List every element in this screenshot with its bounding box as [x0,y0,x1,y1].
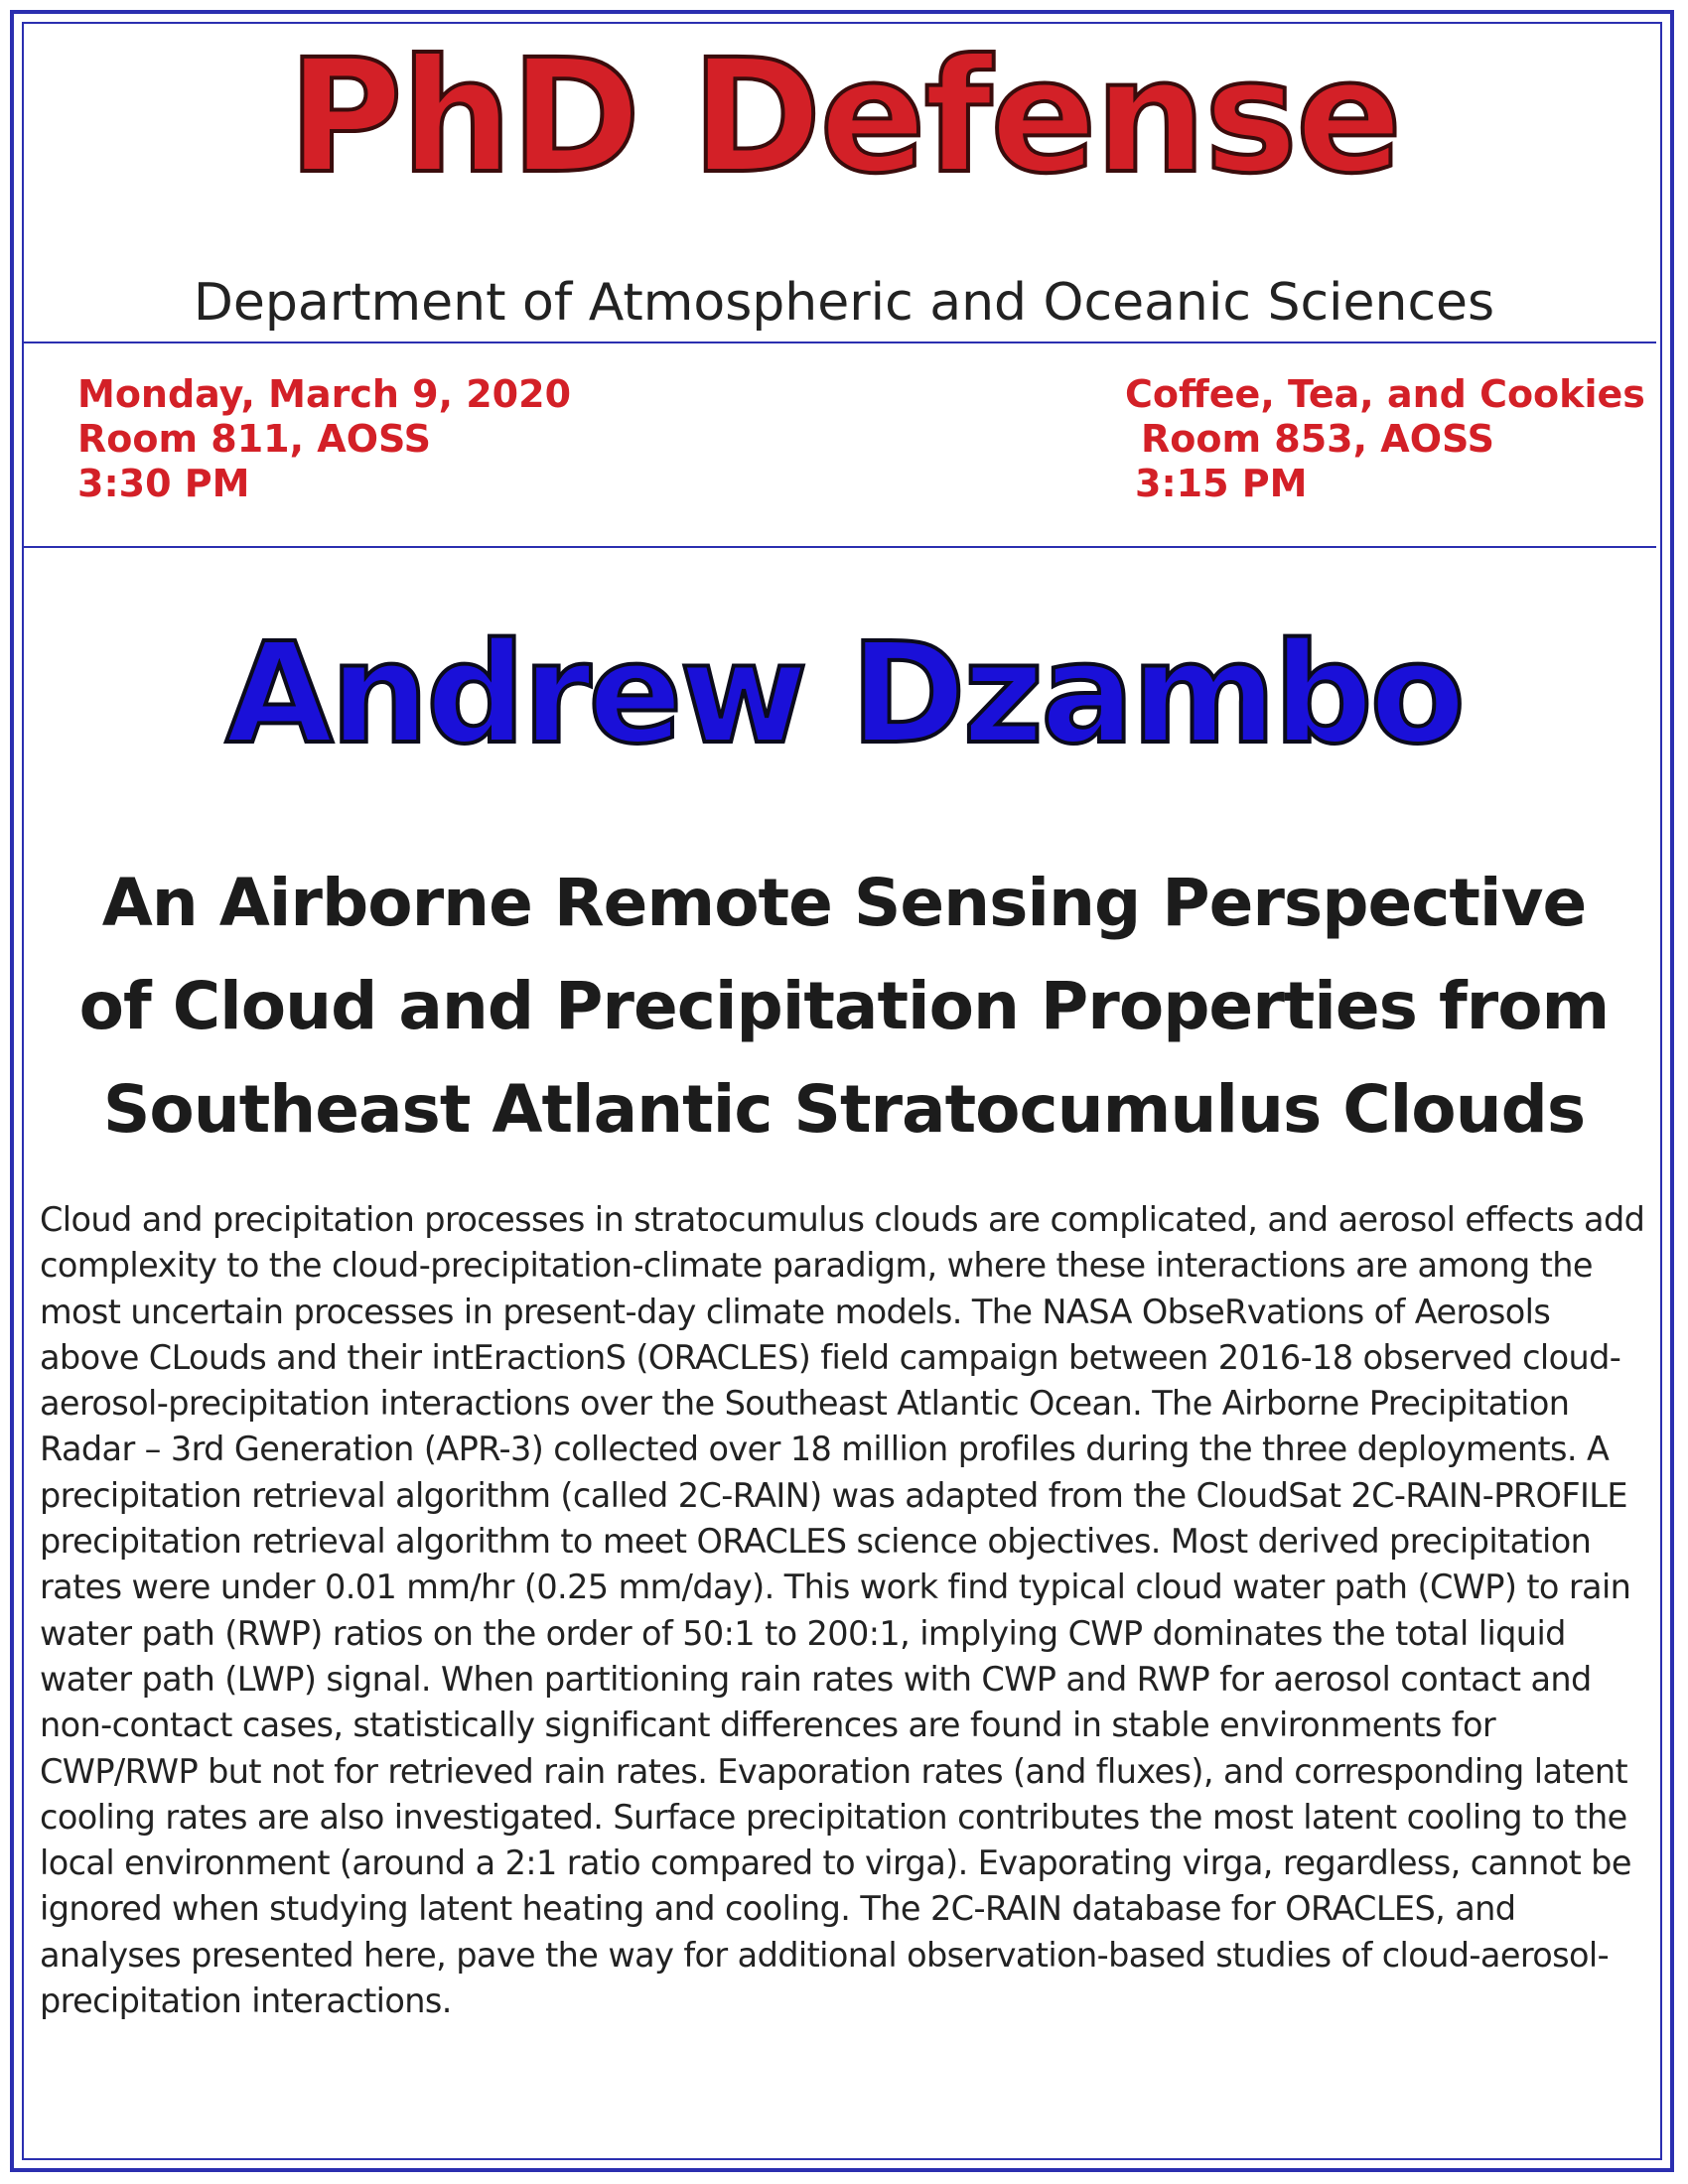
poster-title: PhD Defense [287,26,1401,208]
talk-title-line: of Cloud and Precipitation Properties from [78,968,1610,1044]
reception-details [1125,372,1645,506]
event-date: Monday, March 9, 2020 [77,372,572,416]
abstract-text: Cloud and precipitation processes in stratocumulus clouds are complicated, and aerosol effects add complexity to the cloud-precipitation-climate paradigm, where these interactions are among the most uncertain processes in present-day climate models. The NASA ObseRvations of Aerosols above CLouds and their intEractionS (ORACLES) field campaign between 2016-18 observed cloud-aerosol-precipitation interactions over the Southeast Atlantic Ocean. The Airborne Precipitation Radar – 3rd Generation (APR-3) collected over 18 million profiles during the three deployments. A precipitation retrieval algorithm (called 2C-RAIN) was adapted from the CloudSat 2C-RAIN-PROFILE precipitation retrieval algorithm to meet ORACLES science objectives. Most derived precipitation rates were under 0.01 mm/hr (0.25 mm/day). This work find typical cloud water path (CWP) to rain water path (RWP) ratios on the order of 50:1 to 200:1, implying CWP dominates the total liquid water path (LWP) signal. When partitioning rain rates with CWP and RWP for aerosol contact and non-contact cases, statistically significant differences are found in stable environments for CWP/RWP but not for retrieved rain rates. Evaporation rates (and fluxes), and corresponding latent cooling rates are also investigated. Surface precipitation contributes the most latent cooling to the local environment (around a 2:1 ratio compared to virga). Evaporating virga, regardless, cannot be ignored when studying latent heating and cooling. The 2C-RAIN database for ORACLES, and analyses presented here, pave the way for additional observation-based studies of cloud-aerosol-precipitation interactions. [40,1200,1645,2021]
reception-label: Coffee, Tea, and Cookies [1125,372,1645,416]
speaker-name: Andrew Dzambo [225,614,1463,775]
talk-title [30,852,1658,1161]
event-details [77,372,571,506]
event-room: Room 811, AOSS [77,417,432,461]
department-name: Department of Atmospheric and Oceanic Sciences [193,273,1495,333]
reception-time: 3:15 PM [1135,462,1308,505]
talk-title-line: Southeast Atlantic Stratocumulus Clouds [102,1071,1586,1148]
divider-bottom [24,546,1656,548]
talk-title-line: An Airborne Remote Sensing Perspective [101,865,1587,941]
divider-top [24,341,1656,343]
event-time: 3:30 PM [77,462,250,505]
reception-room: Room 853, AOSS [1141,417,1495,461]
